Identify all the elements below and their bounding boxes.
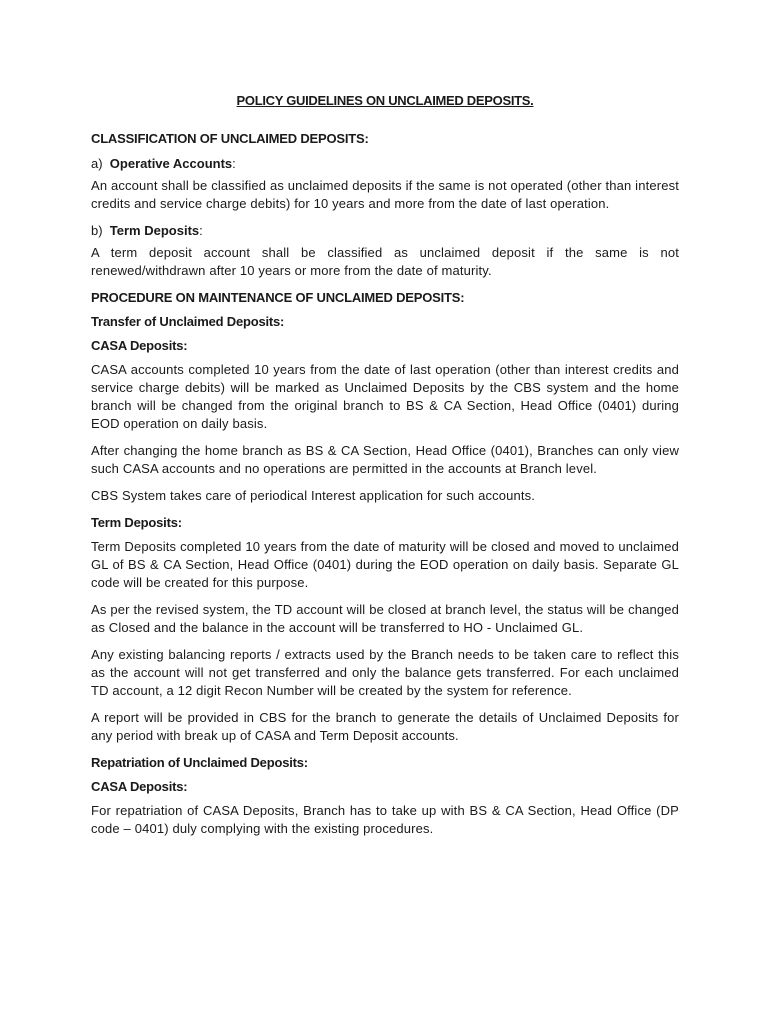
document-title: POLICY GUIDELINES ON UNCLAIMED DEPOSITS. xyxy=(236,93,534,108)
casa-heading: CASA Deposits: xyxy=(91,779,188,794)
item-a-text: An account shall be classified as unclaimed deposits if the same is not operated (other than interest credits and service charge debits) for 10 years and more from the date of last operation. xyxy=(91,178,679,211)
item-a-label xyxy=(91,155,679,173)
term-paragraph: Any existing balancing reports / extracts used by the Branch needs to be taken care to reflect this as the account will not get transferred and only the balance gets transferred. For each unclaimed TD account, a 12 digit Recon Number will be created by the system for reference. xyxy=(91,647,679,698)
casa-heading: CASA Deposits: xyxy=(91,338,188,353)
casa-paragraph: After changing the home branch as BS & CA Section, Head Office (0401), Branches can only view such CASA accounts and no operations are permitted in the accounts at Branch level. xyxy=(91,443,679,476)
item-b-label xyxy=(91,222,679,240)
repatriation-heading: Repatriation of Unclaimed Deposits: xyxy=(91,755,308,770)
classification-heading: CLASSIFICATION OF UNCLAIMED DEPOSITS: xyxy=(91,131,369,146)
term-paragraph: A report will be provided in CBS for the branch to generate the details of Unclaimed Deposits for any period with break up of CASA and Term Deposit accounts. xyxy=(91,710,679,743)
item-b-title: Term Deposits xyxy=(109,223,200,238)
transfer-heading: Transfer of Unclaimed Deposits: xyxy=(91,314,285,329)
item-b-colon: : xyxy=(199,223,203,238)
item-a-colon: : xyxy=(232,156,236,171)
item-b-prefix: b) xyxy=(91,223,103,238)
casa-paragraph: CBS System takes care of periodical Interest application for such accounts. xyxy=(91,488,536,503)
repatriation-paragraph: For repatriation of CASA Deposits, Branch has to take up with BS & CA Section, Head Office (DP code – 0401) duly complying with the existing procedures. xyxy=(91,803,679,836)
item-b-text: A term deposit account shall be classified as unclaimed deposit if the same is not renewed/withdrawn after 10 years or more from the date of maturity. xyxy=(91,245,679,278)
casa-paragraph: CASA accounts completed 10 years from the date of last operation (other than interest credits and service charge debits) will be marked as Unclaimed Deposits by the CBS system and the home branch will be changed from the original branch to BS & CA Section, Head Office (0401) during EOD operation on daily basis. xyxy=(91,362,679,431)
term-paragraph: Term Deposits completed 10 years from the date of maturity will be closed and moved to unclaimed GL of BS & CA Section, Head Office (0401) during the EOD operation on daily basis. Separate GL code will be created for this purpose. xyxy=(91,539,679,590)
term-paragraph: As per the revised system, the TD account will be closed at branch level, the status will be changed as Closed and the balance in the account will be transferred to HO - Unclaimed GL. xyxy=(91,602,679,635)
item-a-title: Operative Accounts xyxy=(109,156,233,171)
procedure-heading: PROCEDURE ON MAINTENANCE OF UNCLAIMED DEPOSITS: xyxy=(91,290,465,305)
item-a-prefix: a) xyxy=(91,156,103,171)
document-page xyxy=(91,92,679,847)
term-deposits-heading: Term Deposits: xyxy=(91,515,182,530)
